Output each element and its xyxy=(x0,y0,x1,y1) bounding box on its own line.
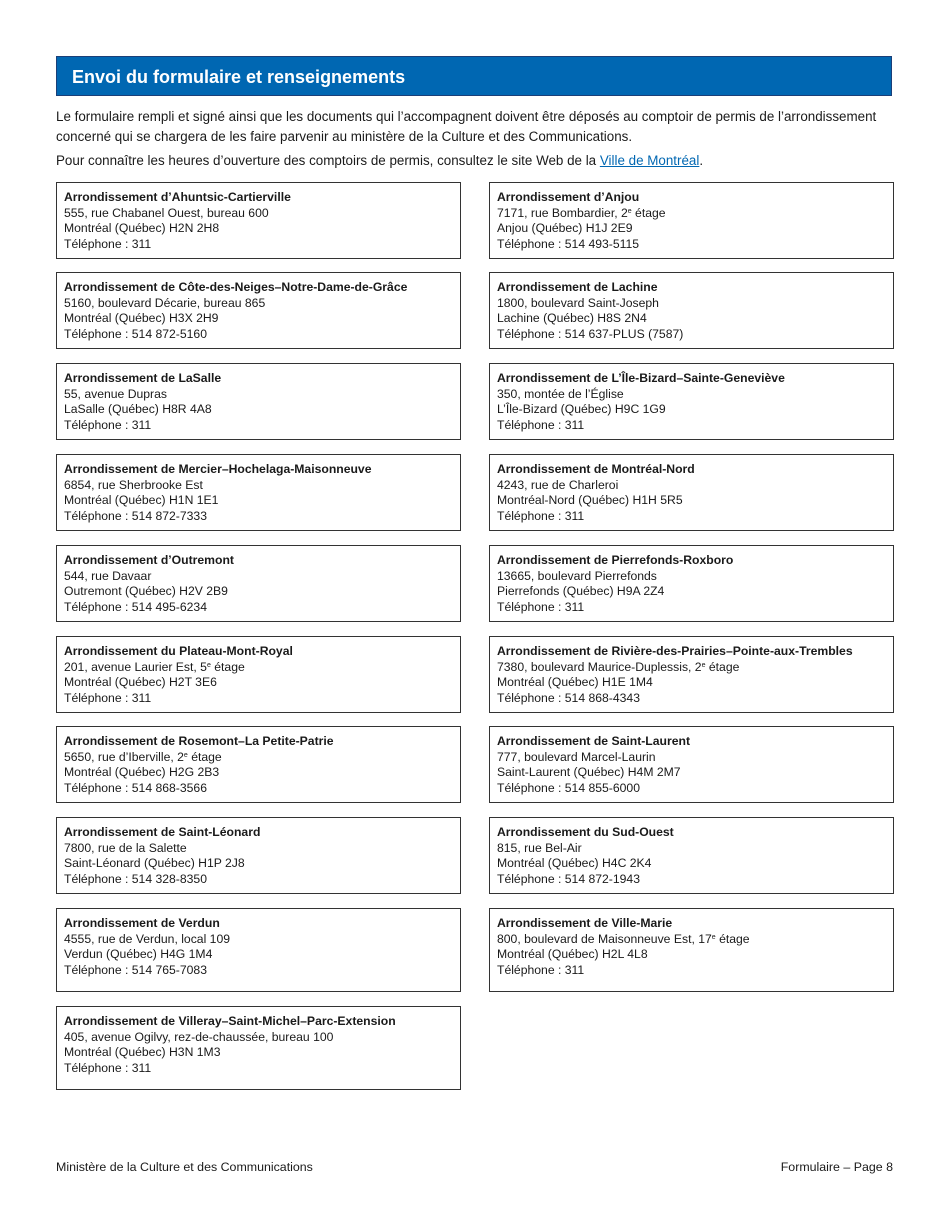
office-address: 405, avenue Ogilvy, rez-de-chaussée, bureau 100 xyxy=(64,1029,334,1044)
office-phone: Téléphone : 514 872-7333 xyxy=(64,508,207,523)
office-ile-bizard xyxy=(489,363,894,440)
office-villeray xyxy=(56,1006,461,1090)
office-city: Montréal (Québec) H2T 3E6 xyxy=(64,675,217,689)
office-address: 5650, rue d’Iberville, 2e étage xyxy=(64,749,222,764)
office-city: Verdun (Québec) H4G 1M4 xyxy=(64,947,213,961)
office-phone: Téléphone : 514 328-8350 xyxy=(64,871,207,886)
office-address: 800, boulevard de Maisonneuve Est, 17e étage xyxy=(497,931,750,946)
office-saint-leonard xyxy=(56,817,461,894)
office-name: Arrondissement d’Anjou xyxy=(497,190,640,204)
office-address: 1800, boulevard Saint-Joseph xyxy=(497,295,659,310)
office-mercier-hochelaga xyxy=(56,454,461,531)
office-phone: Téléphone : 311 xyxy=(64,417,152,432)
office-name: Arrondissement de Pierrefonds-Roxboro xyxy=(497,553,734,567)
office-phone: Téléphone : 514 493-5115 xyxy=(497,236,640,251)
hours-text-end: . xyxy=(699,153,704,168)
office-pierrefonds-roxboro xyxy=(489,545,894,622)
office-plateau-mont-royal xyxy=(56,636,461,713)
office-city: Montréal (Québec) H3N 1M3 xyxy=(64,1045,221,1059)
office-name: Arrondissement de Saint-Laurent xyxy=(497,734,691,748)
office-address: 55, avenue Dupras xyxy=(64,386,167,401)
office-outremont xyxy=(56,545,461,622)
office-phone: Téléphone : 311 xyxy=(64,236,152,251)
office-rosemont xyxy=(56,726,461,803)
section-header xyxy=(56,56,892,96)
office-address: 7171, rue Bombardier, 2e étage xyxy=(497,205,666,220)
office-name: Arrondissement de Ville-Marie xyxy=(497,916,673,930)
office-city: Montréal (Québec) H2G 2B3 xyxy=(64,765,220,779)
office-name: Arrondissement de Côte-des-Neiges–Notre-Dame-de-Grâce xyxy=(64,280,408,294)
office-name: Arrondissement du Sud-Ouest xyxy=(497,825,674,839)
office-anjou xyxy=(489,182,894,259)
ville-de-montreal-link[interactable]: Ville de Montréal xyxy=(599,153,700,168)
office-city: Anjou (Québec) H1J 2E9 xyxy=(497,221,633,235)
office-ahuntsic-cartierville xyxy=(56,182,461,259)
office-name: Arrondissement de Villeray–Saint-Michel–Parc-Extension xyxy=(64,1014,396,1028)
office-phone: Téléphone : 514 855-6000 xyxy=(497,780,640,795)
office-address: 5160, boulevard Décarie, bureau 865 xyxy=(64,295,266,310)
office-address: 777, boulevard Marcel-Laurin xyxy=(497,749,656,764)
office-city: Montréal (Québec) H1E 1M4 xyxy=(497,675,653,689)
office-saint-laurent xyxy=(489,726,894,803)
office-phone: Téléphone : 311 xyxy=(497,417,585,432)
office-address: 4243, rue de Charleroi xyxy=(497,477,619,492)
office-city: Montréal-Nord (Québec) H1H 5R5 xyxy=(497,493,683,507)
office-address: 7800, rue de la Salette xyxy=(64,840,187,855)
office-phone: Téléphone : 514 495-6234 xyxy=(64,599,207,614)
office-name: Arrondissement de Rivière-des-Prairies–Pointe-aux-Trembles xyxy=(497,644,853,658)
office-lachine xyxy=(489,272,894,349)
office-city: Montréal (Québec) H3X 2H9 xyxy=(64,311,219,325)
office-phone: Téléphone : 311 xyxy=(64,690,152,705)
office-address: 6854, rue Sherbrooke Est xyxy=(64,477,203,492)
intro-paragraph: Le formulaire rempli et signé ainsi que les documents qui l’accompagnent doivent être déposés au comptoir de permis de l’arrondissement concerné qui se chargera de les faire parvenir au ministère de la Culture et des Communications. xyxy=(56,109,877,144)
office-address: 7380, boulevard Maurice-Duplessis, 2e étage xyxy=(497,659,740,674)
office-sud-ouest xyxy=(489,817,894,894)
office-address: 13665, boulevard Pierrefonds xyxy=(497,568,657,583)
office-phone: Téléphone : 514 765-7083 xyxy=(64,962,207,977)
office-phone: Téléphone : 311 xyxy=(497,599,585,614)
office-city: Montréal (Québec) H1N 1E1 xyxy=(64,493,219,507)
office-name: Arrondissement d’Outremont xyxy=(64,553,234,567)
office-city: L’Île-Bizard (Québec) H9C 1G9 xyxy=(497,402,666,416)
office-phone: Téléphone : 311 xyxy=(497,962,585,977)
office-name: Arrondissement de Verdun xyxy=(64,916,220,930)
office-address: 544, rue Davaar xyxy=(64,568,152,583)
office-phone: Téléphone : 514 872-5160 xyxy=(64,326,207,341)
office-lasalle xyxy=(56,363,461,440)
office-riviere-des-prairies xyxy=(489,636,894,713)
office-name: Arrondissement de Rosemont–La Petite-Patrie xyxy=(64,734,334,748)
office-city: Montréal (Québec) H2L 4L8 xyxy=(497,947,648,961)
footer-page-number: Formulaire – Page 8 xyxy=(780,1160,893,1174)
office-city: LaSalle (Québec) H8R 4A8 xyxy=(64,402,212,416)
office-city: Lachine (Québec) H8S 2N4 xyxy=(497,311,647,325)
office-address: 555, rue Chabanel Ouest, bureau 600 xyxy=(64,205,269,220)
office-city: Saint-Léonard (Québec) H1P 2J8 xyxy=(64,856,245,870)
footer-ministry: Ministère de la Culture et des Communications xyxy=(56,1160,313,1174)
office-name: Arrondissement de Lachine xyxy=(497,280,658,294)
office-city: Montréal (Québec) H2N 2H8 xyxy=(64,221,220,235)
hours-text: Pour connaître les heures d’ouverture des comptoirs de permis, consultez le site Web de la xyxy=(56,153,600,168)
office-name: Arrondissement de Montréal-Nord xyxy=(497,462,695,476)
office-ville-marie xyxy=(489,908,894,992)
office-name: Arrondissement d’Ahuntsic-Cartierville xyxy=(64,190,291,204)
office-address: 815, rue Bel-Air xyxy=(497,840,582,855)
office-phone: Téléphone : 514 868-3566 xyxy=(64,780,207,795)
office-name: Arrondissement de Mercier–Hochelaga-Maisonneuve xyxy=(64,462,372,476)
office-city: Outremont (Québec) H2V 2B9 xyxy=(64,584,228,598)
office-montreal-nord xyxy=(489,454,894,531)
hours-paragraph xyxy=(56,151,896,171)
office-city: Montréal (Québec) H4C 2K4 xyxy=(497,856,652,870)
office-address: 201, avenue Laurier Est, 5e étage xyxy=(64,659,245,674)
office-name: Arrondissement du Plateau-Mont-Royal xyxy=(64,644,293,658)
office-phone: Téléphone : 514 868-4343 xyxy=(497,690,640,705)
office-city: Saint-Laurent (Québec) H4M 2M7 xyxy=(497,765,681,779)
office-address: 4555, rue de Verdun, local 109 xyxy=(64,931,231,946)
office-cote-des-neiges xyxy=(56,272,461,349)
office-name: Arrondissement de L’Île-Bizard–Sainte-Geneviève xyxy=(497,371,785,385)
section-title: Envoi du formulaire et renseignements xyxy=(72,67,406,87)
office-city: Pierrefonds (Québec) H9A 2Z4 xyxy=(497,584,665,598)
office-name: Arrondissement de Saint-Léonard xyxy=(64,825,261,839)
office-name: Arrondissement de LaSalle xyxy=(64,371,222,385)
office-phone: Téléphone : 514 637-PLUS (7587) xyxy=(497,326,684,341)
office-phone: Téléphone : 514 872-1943 xyxy=(497,871,640,886)
office-address: 350, montée de l’Église xyxy=(497,386,624,401)
office-verdun xyxy=(56,908,461,992)
office-phone: Téléphone : 311 xyxy=(497,508,585,523)
office-phone: Téléphone : 311 xyxy=(64,1060,152,1075)
